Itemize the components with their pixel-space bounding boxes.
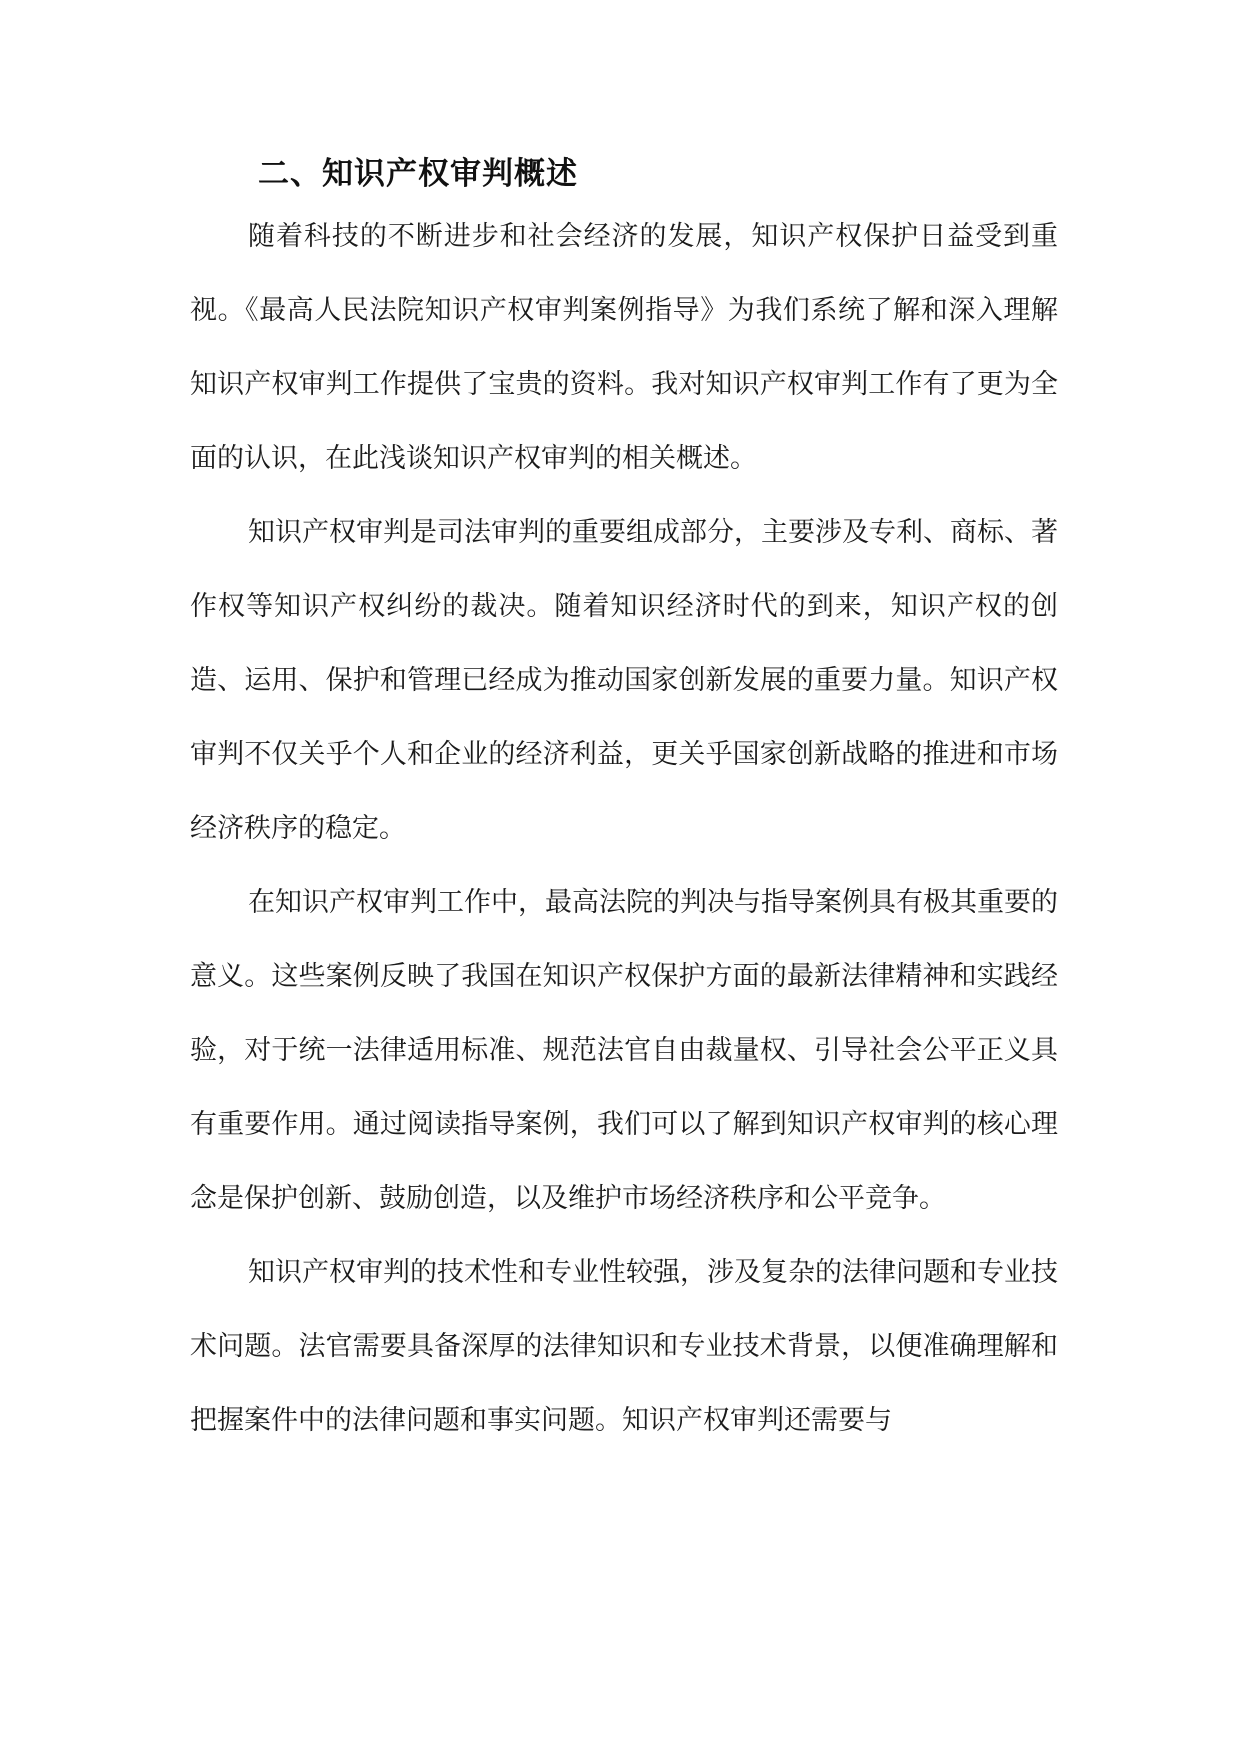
paragraph-4: 知识产权审判的技术性和专业性较强，涉及复杂的法律问题和专业技术问题。法官需要具备深厚的法律知识和专业技术背景，以便准确理解和把握案件中的法律问题和事实问题。知识产权审判还需要与 — [190, 1257, 1058, 1436]
paragraph-2: 知识产权审判是司法审判的重要组成部分，主要涉及专利、商标、著作权等知识产权纠纷的裁决。随着知识经济时代的到来，知识产权的创造、运用、保护和管理已经成为推动国家创新发展的重要力量。知识产权审判不仅关乎个人和企业的经济利益，更关乎国家创新战略的推进和市场经济秩序的稳定。 — [190, 517, 1058, 844]
body-text — [190, 200, 1058, 1458]
paragraph-1: 随着科技的不断进步和社会经济的发展，知识产权保护日益受到重视。《最高人民法院知识产权审判案例指导》为我们系统了解和深入理解知识产权审判工作提供了宝贵的资料。我对知识产权审判工作有了更为全面的认识，在此浅谈知识产权审判的相关概述。 — [190, 221, 1058, 474]
paragraph-3: 在知识产权审判工作中，最高法院的判决与指导案例具有极其重要的意义。这些案例反映了我国在知识产权保护方面的最新法律精神和实践经验，对于统一法律适用标准、规范法官自由裁量权、引导社会公平正义具有重要作用。通过阅读指导案例，我们可以了解到知识产权审判的核心理念是保护创新、鼓励创造，以及维护市场经济秩序和公平竞争。 — [190, 887, 1058, 1214]
section-heading: 二、知识产权审判概述 — [258, 156, 578, 192]
